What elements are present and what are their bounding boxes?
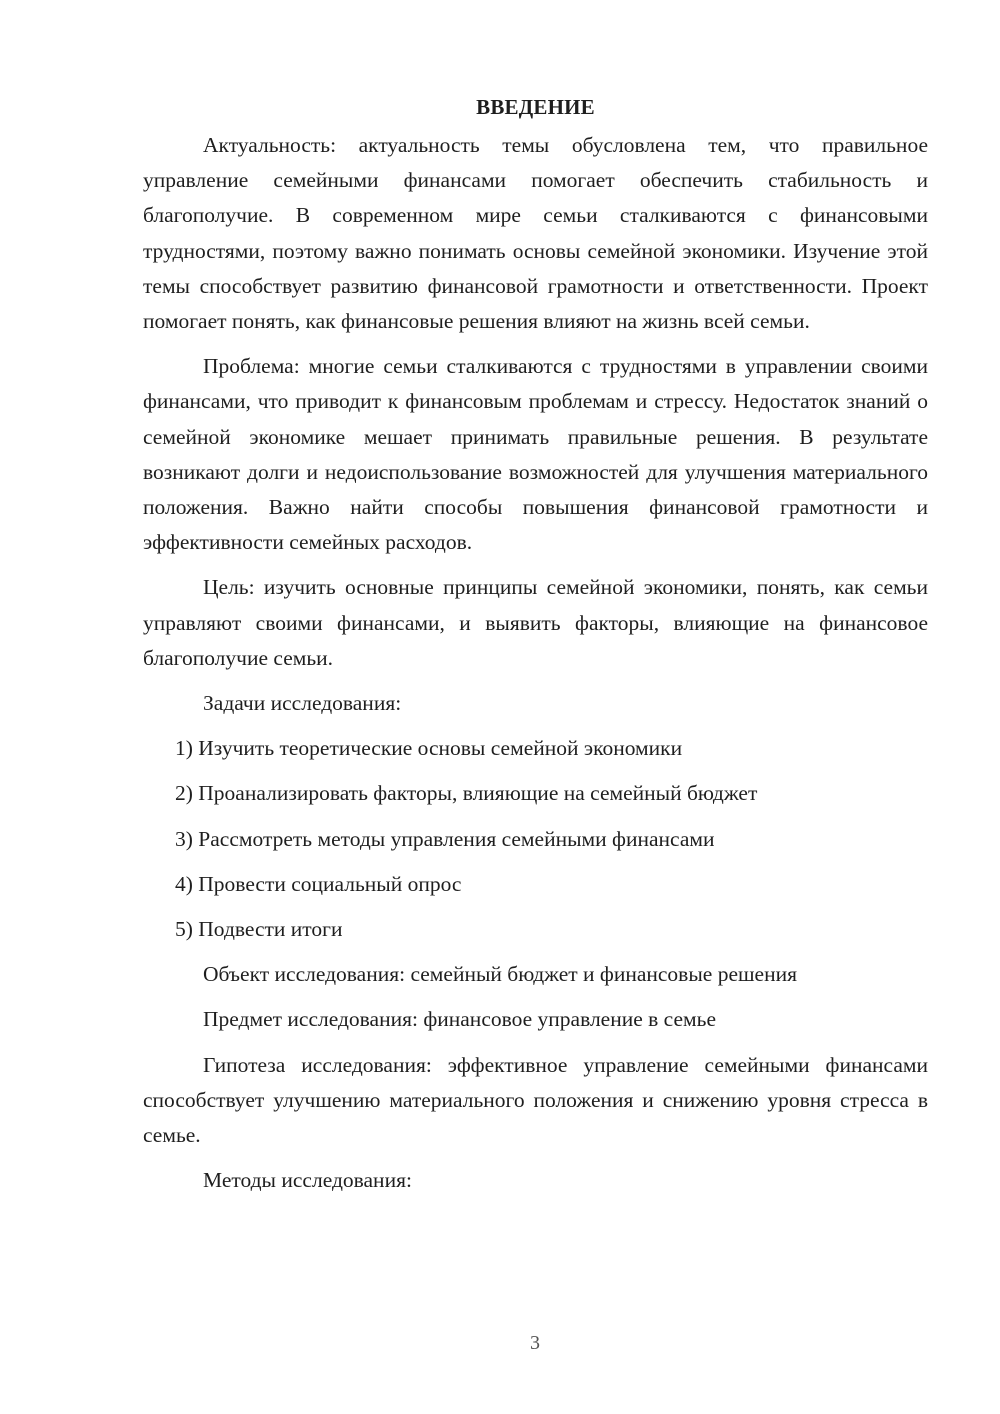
- methods-heading: Методы исследования:: [203, 1168, 412, 1193]
- hypothesis-paragraph: Гипотеза исследования: эффективное управление семейными финансами способствует улучшению материального положения и снижению уровня стресса в семье.: [143, 1052, 928, 1148]
- page-number: 3: [530, 1332, 540, 1354]
- tasks-list: [143, 731, 928, 947]
- list-item: 3) Рассмотреть методы управления семейными финансами: [175, 826, 715, 851]
- subject-paragraph: Предмет исследования: финансовое управление в семье: [203, 1007, 716, 1032]
- goal-paragraph: Цель: изучить основные принципы семейной экономики, понять, как семьи управляют своими финансами, и выявить факторы, влияющие на финансовое благополучие семьи.: [143, 575, 928, 670]
- tasks-heading: Задачи исследования:: [203, 691, 402, 716]
- relevance-paragraph: Актуальность: актуальность темы обусловлена тем, что правильное управление семейными финансами помогает обеспечить стабильность и благополучие. В современном мире семьи сталкиваются с финансовыми трудностями, поэтому важно понимать основы семейной экономики. Изучение этой темы способствует развитию финансовой грамотности и ответственности. Проект помогает понять, как финансовые решения влияют на жизнь всей семьи.: [143, 133, 928, 334]
- page-content: [143, 90, 928, 1208]
- object-paragraph: Объект исследования: семейный бюджет и финансовые решения: [203, 962, 797, 987]
- list-item: 1) Изучить теоретические основы семейной экономики: [175, 736, 683, 761]
- list-item: 4) Провести социальный опрос: [175, 871, 462, 896]
- problem-paragraph: Проблема: многие семьи сталкиваются с трудностями в управлении своими финансами, что приводит к финансовым проблемам и стрессу. Недостаток знаний о семейной экономике мешает принимать правильные решения. В результате возникают долги и недоиспользование возможностей для улучшения материального положения. Важно найти способы повышения финансовой грамотности и эффективности семейных расходов.: [143, 354, 928, 555]
- section-title: ВВЕДЕНИЕ: [476, 95, 595, 119]
- list-item: 2) Проанализировать факторы, влияющие на семейный бюджет: [175, 781, 758, 806]
- list-item: 5) Подвести итоги: [175, 917, 343, 942]
